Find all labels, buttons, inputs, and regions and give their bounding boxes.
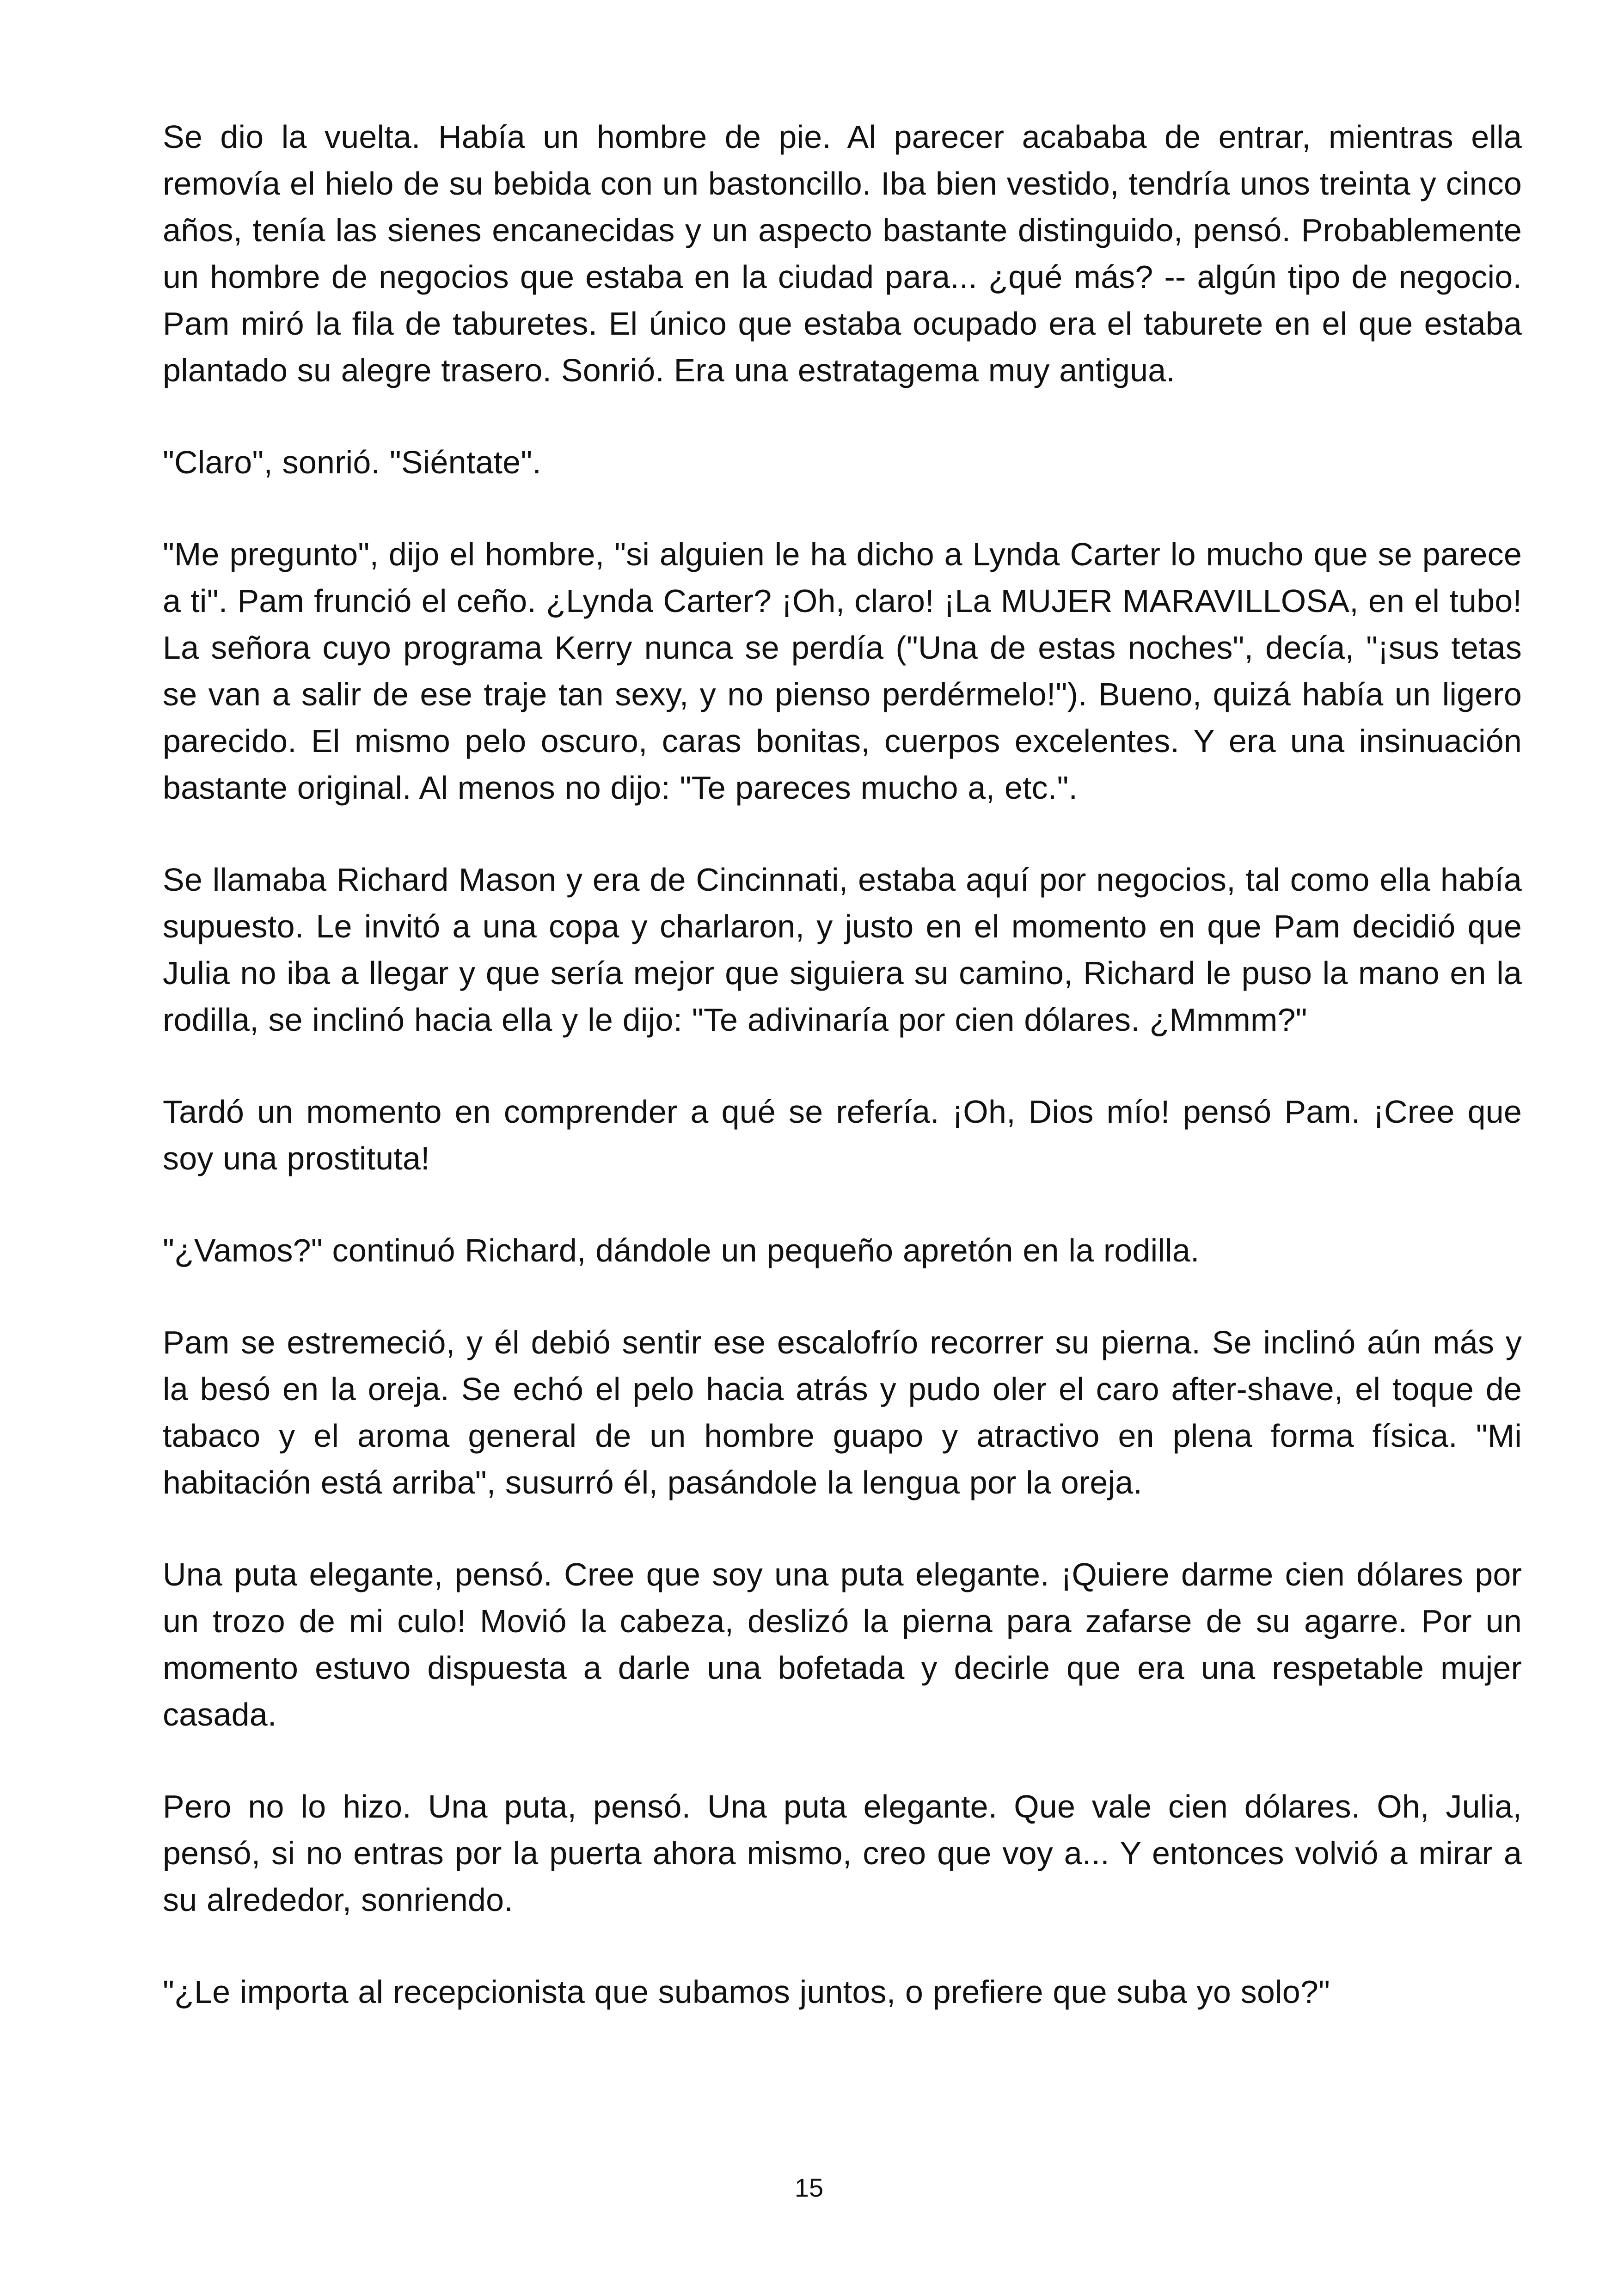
paragraph-6: "¿Vamos?" continuó Richard, dándole un pequeño apretón en la rodilla. [163, 1232, 1200, 1268]
page-number: 15 [794, 2173, 824, 2202]
page-body [163, 114, 1522, 2061]
paragraph-8: Una puta elegante, pensó. Cree que soy una puta elegante. ¡Quiere darme cien dólares por un trozo de mi culo! Movió la cabeza, deslizó la pierna para zafarse de su agarre. Por un momento estuvo dispuesta a darle una bofetada y decirle que era una respetable mujer casada. [163, 1556, 1522, 1733]
paragraph-10: "¿Le importa al recepcionista que subamos juntos, o prefiere que suba yo solo?" [163, 1974, 1330, 2010]
paragraph-7: Pam se estremeció, y él debió sentir ese escalofrío recorrer su pierna. Se inclinó aún más y la besó en la oreja. Se echó el pelo hacia atrás y pudo oler el caro after-shave, el toque de tabaco y el aroma general de un hombre guapo y atractivo en plena forma física. "Mi habitación está arriba", susurró él, pasándole la lengua por la oreja. [163, 1324, 1522, 1500]
paragraph-4: Se llamaba Richard Mason y era de Cincinnati, estaba aquí por negocios, tal como ella había supuesto. Le invitó a una copa y charlaron, y justo en el momento en que Pam decidió que Julia no iba a llegar y que sería mejor que siguiera su camino, Richard le puso la mano en la rodilla, se inclinó hacia ella y le dijo: "Te adivinaría por cien dólares. ¿Mmmm?" [163, 862, 1522, 1038]
paragraph-2: "Claro", sonrió. "Siéntate". [163, 444, 542, 480]
paragraph-3: "Me pregunto", dijo el hombre, "si alguien le ha dicho a Lynda Carter lo mucho que se parece a ti". Pam frunció el ceño. ¿Lynda Carter? ¡Oh, claro! ¡La MUJER MARAVILLOSA, en el tubo! La señora cuyo programa Kerry nunca se perdía ("Una de estas noches", decía, "¡sus tetas se van a salir de ese traje tan sexy, y no pienso perdérmelo!"). Bueno, quizá había un ligero parecido. El mismo pelo oscuro, caras bonitas, cuerpos excelentes. Y era una insinuación bastante original. Al menos no dijo: "Te pareces mucho a, etc.". [163, 536, 1522, 806]
paragraph-9: Pero no lo hizo. Una puta, pensó. Una puta elegante. Que vale cien dólares. Oh, Julia, pensó, si no entras por la puerta ahora mismo, creo que voy a... Y entonces volvió a mirar a su alrededor, sonriendo. [163, 1788, 1522, 1918]
paragraph-1: Se dio la vuelta. Había un hombre de pie. Al parecer acababa de entrar, mientras ella removía el hielo de su bebida con un bastoncillo. Iba bien vestido, tendría unos treinta y cinco años, tenía las sienes encanecidas y un aspecto bastante distinguido, pensó. Probablemente un hombre de negocios que estaba en la ciudad para... ¿qué más? -- algún tipo de negocio. Pam miró la fila de taburetes. El único que estaba ocupado era el taburete en el que estaba plantado su alegre trasero. Sonrió. Era una estratagema muy antigua. [163, 119, 1522, 388]
paragraph-5: Tardó un momento en comprender a qué se refería. ¡Oh, Dios mío! pensó Pam. ¡Cree que soy una prostituta! [163, 1094, 1522, 1176]
